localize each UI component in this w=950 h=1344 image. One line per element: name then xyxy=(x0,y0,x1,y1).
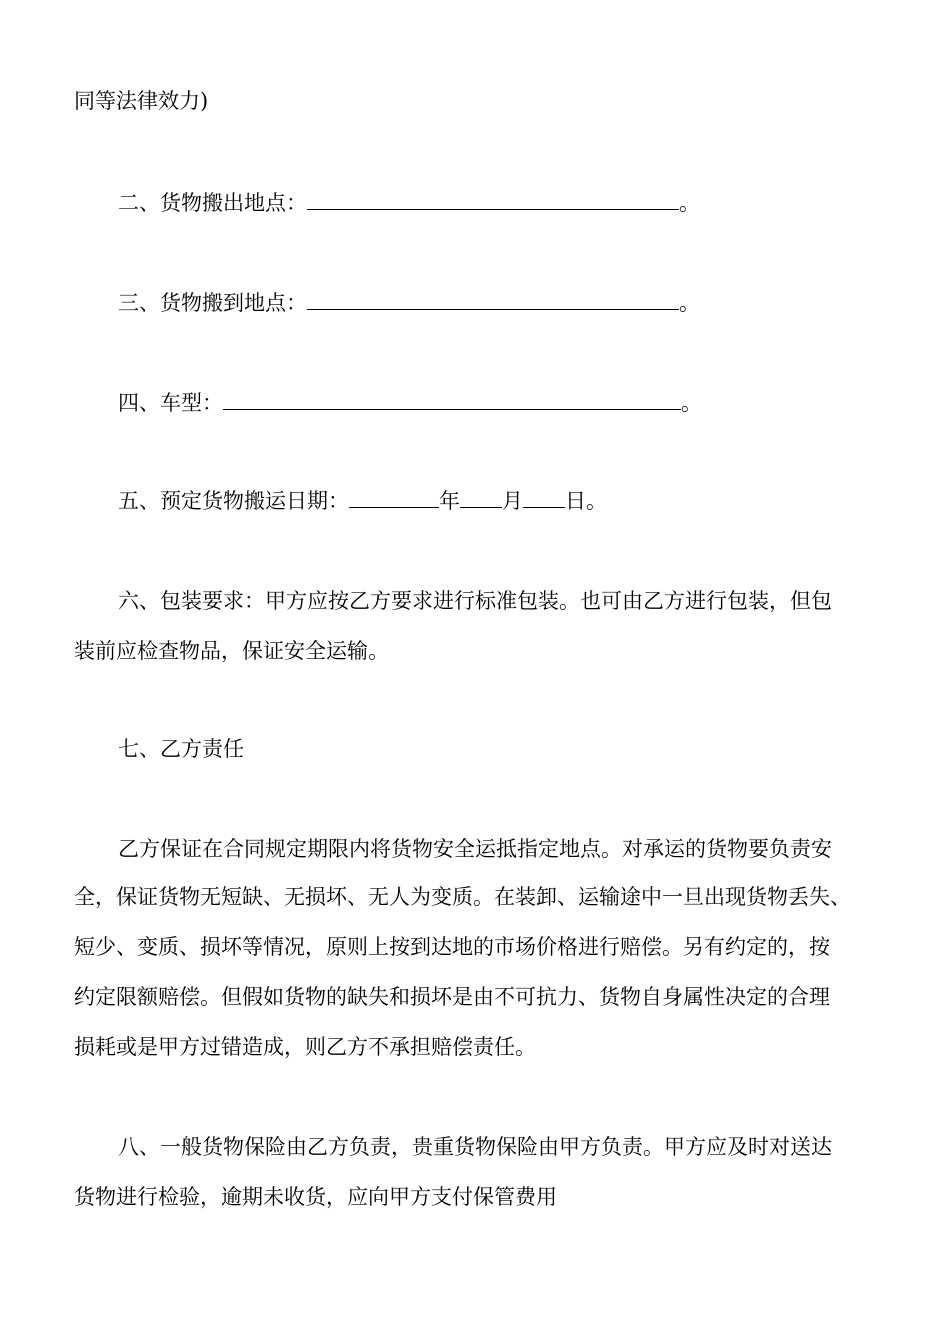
clause-3-destination xyxy=(118,288,894,318)
clause-4-vehicle xyxy=(118,388,894,418)
clause-9-line-2 xyxy=(74,1182,894,1212)
text-line: 货物进行检验，逾期未收货，应向甲方支付保管费用 xyxy=(74,1185,557,1209)
clause-9-line-1 xyxy=(118,1132,894,1162)
clause-label: 五、预定货物搬运日期： xyxy=(118,489,349,513)
text-line: 六、包装要求：甲方应按乙方要求进行标准包装。也可由乙方进行包装，但包 xyxy=(118,589,832,613)
fill-in-blank[interactable] xyxy=(223,389,681,410)
clause-8-line-5 xyxy=(74,1032,894,1062)
clause-end: 。 xyxy=(679,291,700,315)
clause-6-line-2 xyxy=(74,636,894,666)
text-line: 损耗或是甲方过错造成，则乙方不承担赔偿责任。 xyxy=(74,1035,536,1059)
paragraph-continuation xyxy=(74,86,894,116)
clause-2-origin xyxy=(118,188,894,218)
text-line: 乙方保证在合同规定期限内将货物安全运抵指定地点。对承运的货物要负责安 xyxy=(118,837,832,861)
text-line: 短少、变质、损坏等情况，原则上按到达地的市场价格进行赔偿。另有约定的，按 xyxy=(74,935,830,959)
day-label: 日。 xyxy=(565,489,607,513)
clause-6-line-1 xyxy=(118,586,894,616)
year-blank[interactable] xyxy=(349,487,439,508)
clause-end: 。 xyxy=(679,191,700,215)
clause-8-line-4 xyxy=(74,982,894,1012)
text-line: 全，保证货物无短缺、无损坏、无人为变质。在装卸、运输途中一旦出现货物丢失、 xyxy=(74,885,851,909)
clause-5-date xyxy=(118,486,894,516)
fill-in-blank[interactable] xyxy=(307,189,679,210)
text-line: 八、一般货物保险由乙方负责，贵重货物保险由甲方负责。甲方应及时对送达 xyxy=(118,1135,832,1159)
clause-label: 二、货物搬出地点： xyxy=(118,191,307,215)
year-label: 年 xyxy=(439,489,460,513)
fill-in-blank[interactable] xyxy=(307,289,679,310)
text-line: 同等法律效力) xyxy=(74,89,209,113)
clause-7-heading xyxy=(118,734,894,764)
day-blank[interactable] xyxy=(523,487,565,508)
month-blank[interactable] xyxy=(460,487,502,508)
clause-label: 三、货物搬到地点： xyxy=(118,291,307,315)
text-line: 装前应检查物品，保证安全运输。 xyxy=(74,639,389,663)
month-label: 月 xyxy=(502,489,523,513)
clause-end: 。 xyxy=(681,391,702,415)
section-heading: 七、乙方责任 xyxy=(118,737,244,761)
clause-8-line-3 xyxy=(74,932,894,962)
clause-label: 四、车型： xyxy=(118,391,223,415)
clause-8-line-1 xyxy=(118,834,894,864)
text-line: 约定限额赔偿。但假如货物的缺失和损坏是由不可抗力、货物自身属性决定的合理 xyxy=(74,985,830,1009)
clause-8-line-2 xyxy=(74,882,894,912)
